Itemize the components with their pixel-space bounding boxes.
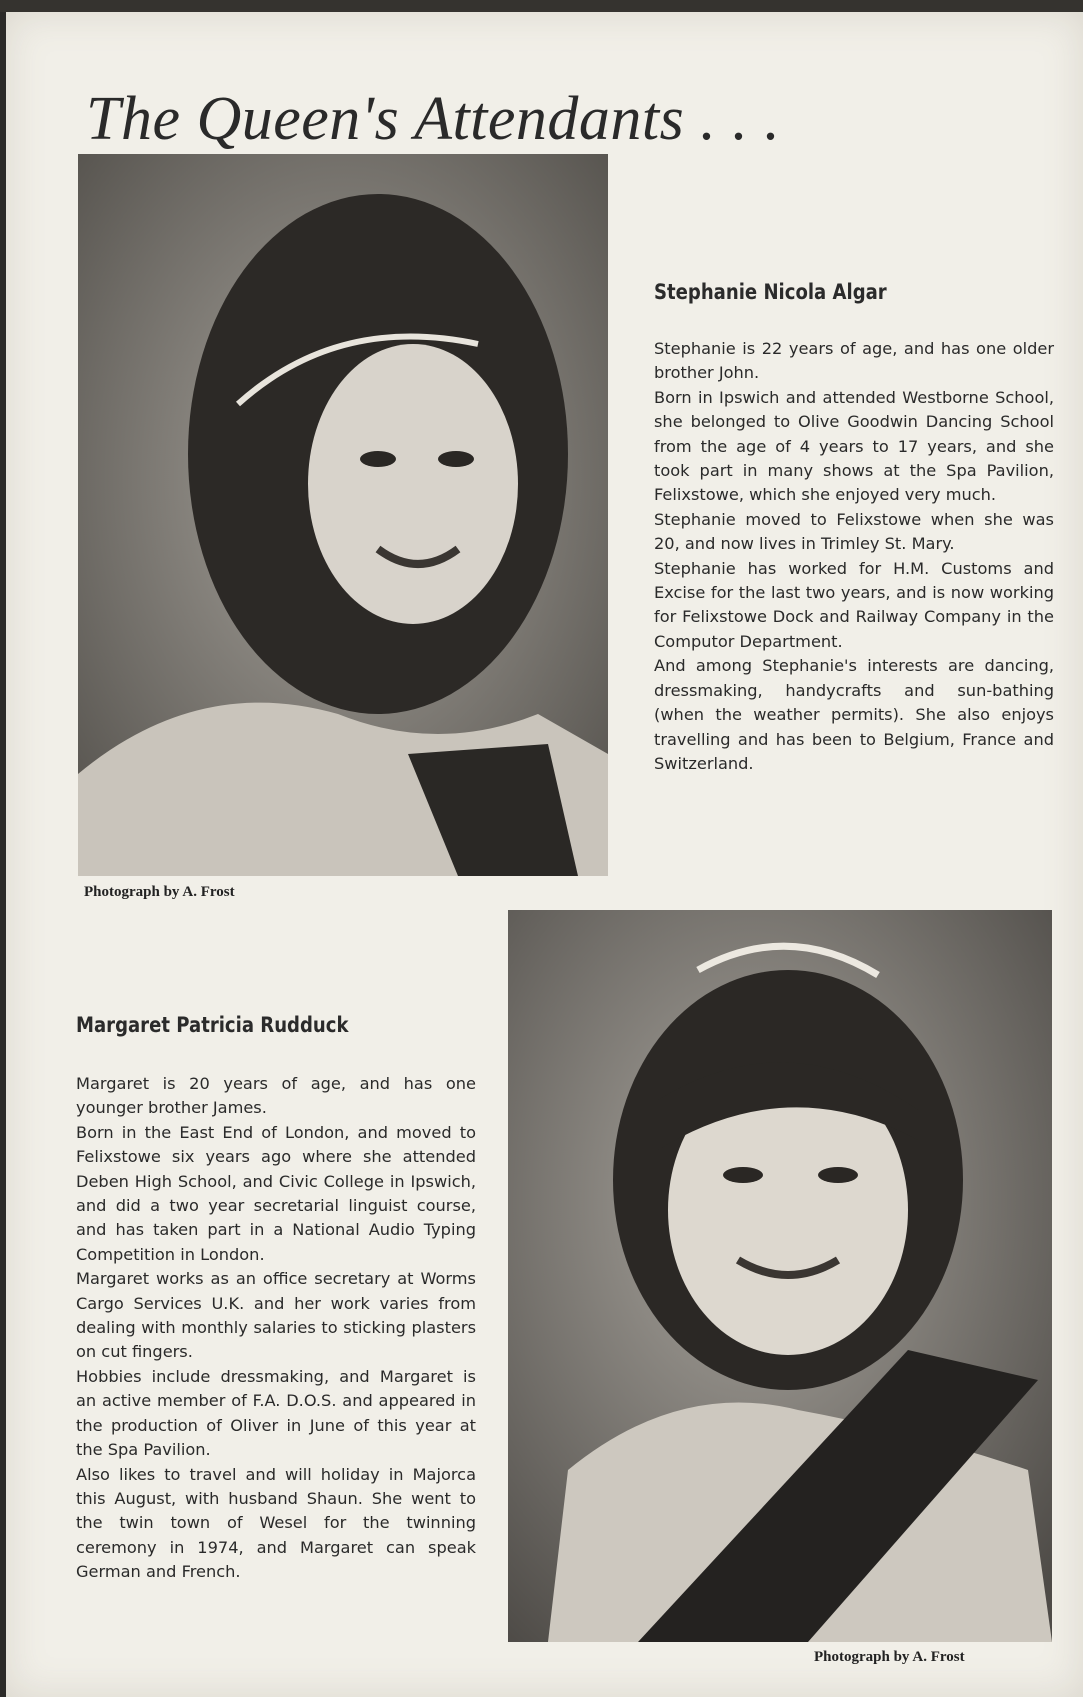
page-title: The Queen's Attendants . . .	[86, 85, 781, 153]
photo-credit-stephanie: Photograph by A. Frost	[84, 884, 235, 900]
bio-paragraph: Stephanie is 22 years of age, and has one older brother John.	[654, 339, 1054, 383]
portrait-photo-margaret	[508, 910, 1052, 1642]
document-page	[6, 12, 1083, 1697]
portrait-photo-stephanie	[78, 154, 608, 876]
photo-credit-margaret: Photograph by A. Frost	[814, 1649, 965, 1665]
bio-paragraph: Margaret is 20 years of age, and has one younger brother James.	[76, 1074, 476, 1118]
attendant-name-margaret: Margaret Patricia Rudduck	[76, 1013, 349, 1037]
bio-paragraph: Born in Ipswich and attended Westborne School, she belonged to Olive Goodwin Dancing School from the age of 4 years to 17 years, and she took part in many shows at the Spa Pavilion, Felixstowe, which she enjoyed very much.	[654, 387, 1054, 505]
bio-paragraph: And among Stephanie's interests are dancing, dressmaking, handycrafts and sun-bathing (when the weather permits). She also enjoys travelling and has been to Belgium, France and Switzerland.	[654, 656, 1054, 773]
attendant-name-stephanie: Stephanie Nicola Algar	[654, 280, 887, 304]
bio-paragraph: Born in the East End of London, and moved to Felixstowe six years ago where she attended Deben High School, and Civic College in Ipswich, and did a two year secretarial linguist course, and has taken part in a National Audio Typing Competition in London.	[76, 1122, 476, 1264]
bio-paragraph: Stephanie has worked for H.M. Customs and Excise for the last two years, and is now working for Felixstowe Dock and Railway Company in the Computor Department.	[654, 558, 1054, 651]
page-edge	[0, 0, 1083, 12]
bio-margaret	[76, 1072, 476, 1585]
bio-paragraph: Stephanie moved to Felixstowe when she was 20, and now lives in Trimley St. Mary.	[654, 509, 1054, 554]
bio-paragraph: Hobbies include dressmaking, and Margaret is an active member of F.A. D.O.S. and appeared in the production of Oliver in June of this year at the Spa Pavilion.	[76, 1366, 476, 1460]
bio-stephanie	[654, 337, 1054, 776]
bio-paragraph: Also likes to travel and will holiday in Majorca this August, with husband Shaun. She went to the twin town of Wesel for the twinning ceremony in 1974, and Margaret can speak German and French.	[76, 1464, 476, 1582]
bio-paragraph: Margaret works as an office secretary at Worms Cargo Services U.K. and her work varies from dealing with monthly salaries to sticking plasters on cut fingers.	[76, 1269, 476, 1362]
